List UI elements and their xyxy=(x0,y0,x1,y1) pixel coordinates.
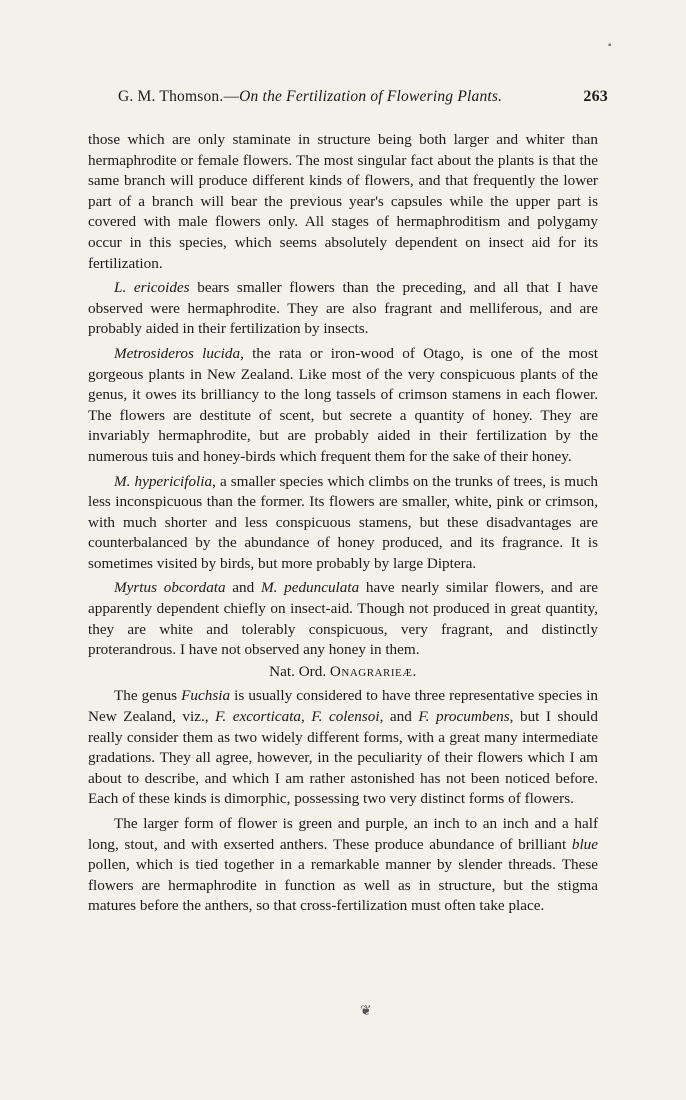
text-run: have nearly similar flowers, and are apparently dependent chiefly on insect-aid. Though not produced in great quantity, they are white and tolerably conspicuous, very fragrant, and distinctly proterandrous. I have not observed any honey in them. xyxy=(88,579,599,659)
italic-term: L. ericoides xyxy=(114,279,190,297)
paragraph xyxy=(88,278,598,340)
text-run: , xyxy=(301,708,312,726)
section-heading xyxy=(88,662,598,683)
paragraph xyxy=(88,130,598,274)
paragraph xyxy=(88,686,598,810)
italic-term: F. colensoi xyxy=(311,708,380,726)
article-title: On the Fertilization of Flowering Plants. xyxy=(239,88,503,105)
margin-speck: ▪ xyxy=(608,40,612,51)
paragraph xyxy=(88,344,598,468)
italic-term: blue xyxy=(571,835,598,853)
italic-term: Metrosideros lucida xyxy=(114,344,241,362)
paragraphs-before-heading xyxy=(88,130,598,661)
section-heading-name: Onagrarieæ. xyxy=(329,662,417,680)
italic-term: Fuchsia xyxy=(181,687,231,705)
text-run: and xyxy=(225,579,261,597)
italic-term: F. procumbens xyxy=(418,708,510,726)
paragraph xyxy=(88,472,598,575)
text-run: , but I should really consider them as two widely different forms, with a great many intermediate gradations. They all agree, however, in the peculiarity of their flowers which I am about to describe, and which I am rather astonished has not been noticed before. Each of these kinds is dimorphic, possessing two very distinct forms of flowers. xyxy=(88,708,598,808)
body-text xyxy=(88,130,598,917)
text-run: , the rata or iron-wood of Otago, is one of the most gorgeous plants in New Zealand. Like most of the very conspicuous plants of the genus, it owes its brilliancy to the long tassels of crimson stamens in each flower. The flowers are destitute of scent, but secrete a quantity of honey. They are invariably hermaphrodite, but are probably aided in their fertilization by the numerous tuis and honey-birds which frequent them for the sake of their honey. xyxy=(88,344,598,465)
paragraphs-after-heading xyxy=(88,686,598,917)
paragraph xyxy=(88,814,598,917)
italic-term: M. hypericifolia xyxy=(114,472,213,490)
italic-term: Myrtus obcordata xyxy=(114,579,226,597)
tailpiece-ornament: ❦ xyxy=(360,1004,372,1019)
text-run: The larger form of flower is green and purple, an inch to an inch and a half long, stout, and with exserted anthers. These produce abundance of brilliant xyxy=(88,815,598,853)
text-run: , and xyxy=(379,708,419,726)
paragraph xyxy=(88,578,598,660)
text-run: The genus xyxy=(114,687,182,705)
running-title xyxy=(118,88,502,106)
text-run: , a smaller species which climbs on the trunks of trees, is much less inconspicuous than the former. Its flowers are smaller, white, pink or crimson, with much shorter and less conspicuous stamens, but these disadvantages are counterbalanced by the abundance of honey produced, and its fragrance. It is sometimes visited by birds, but more probably by large Diptera. xyxy=(88,472,598,572)
text-run: bears smaller flowers than the preceding, and all that I have observed were hermaphrodite. They are also fragrant and melliferous, and are probably aided in their fertilization by insects. xyxy=(88,279,599,338)
text-run: those which are only staminate in structure being both larger and whiter than hermaphrodite or female flowers. The most singular fact about the plants is that the same branch will produce different kinds of flowers, and that frequently the lower part of a branch will bear the previous year's capsules while the upper part is covered with male flowers only. All stages of hermaphroditism and polygamy occur in this species, which seems absolutely dependent on insect aid for its fertilization. xyxy=(88,131,598,272)
italic-term: F. excorticata xyxy=(215,708,302,726)
italic-term: M. pedunculata xyxy=(260,579,360,597)
author-name: G. M. Thomson. xyxy=(118,88,224,105)
text-run: is usually considered to have three representative species in New Zealand, viz., xyxy=(88,687,599,726)
section-heading-prefix: Nat. Ord. xyxy=(269,662,330,680)
title-dash: — xyxy=(223,88,240,105)
text-run: pollen, which is tied together in a remarkable manner by slender threads. These flowers are hermaphrodite in function as well as in structure, but the stigma matures before the anthers, so that cross-fertilization must often take place. xyxy=(88,856,598,915)
page-number: 263 xyxy=(583,88,608,105)
